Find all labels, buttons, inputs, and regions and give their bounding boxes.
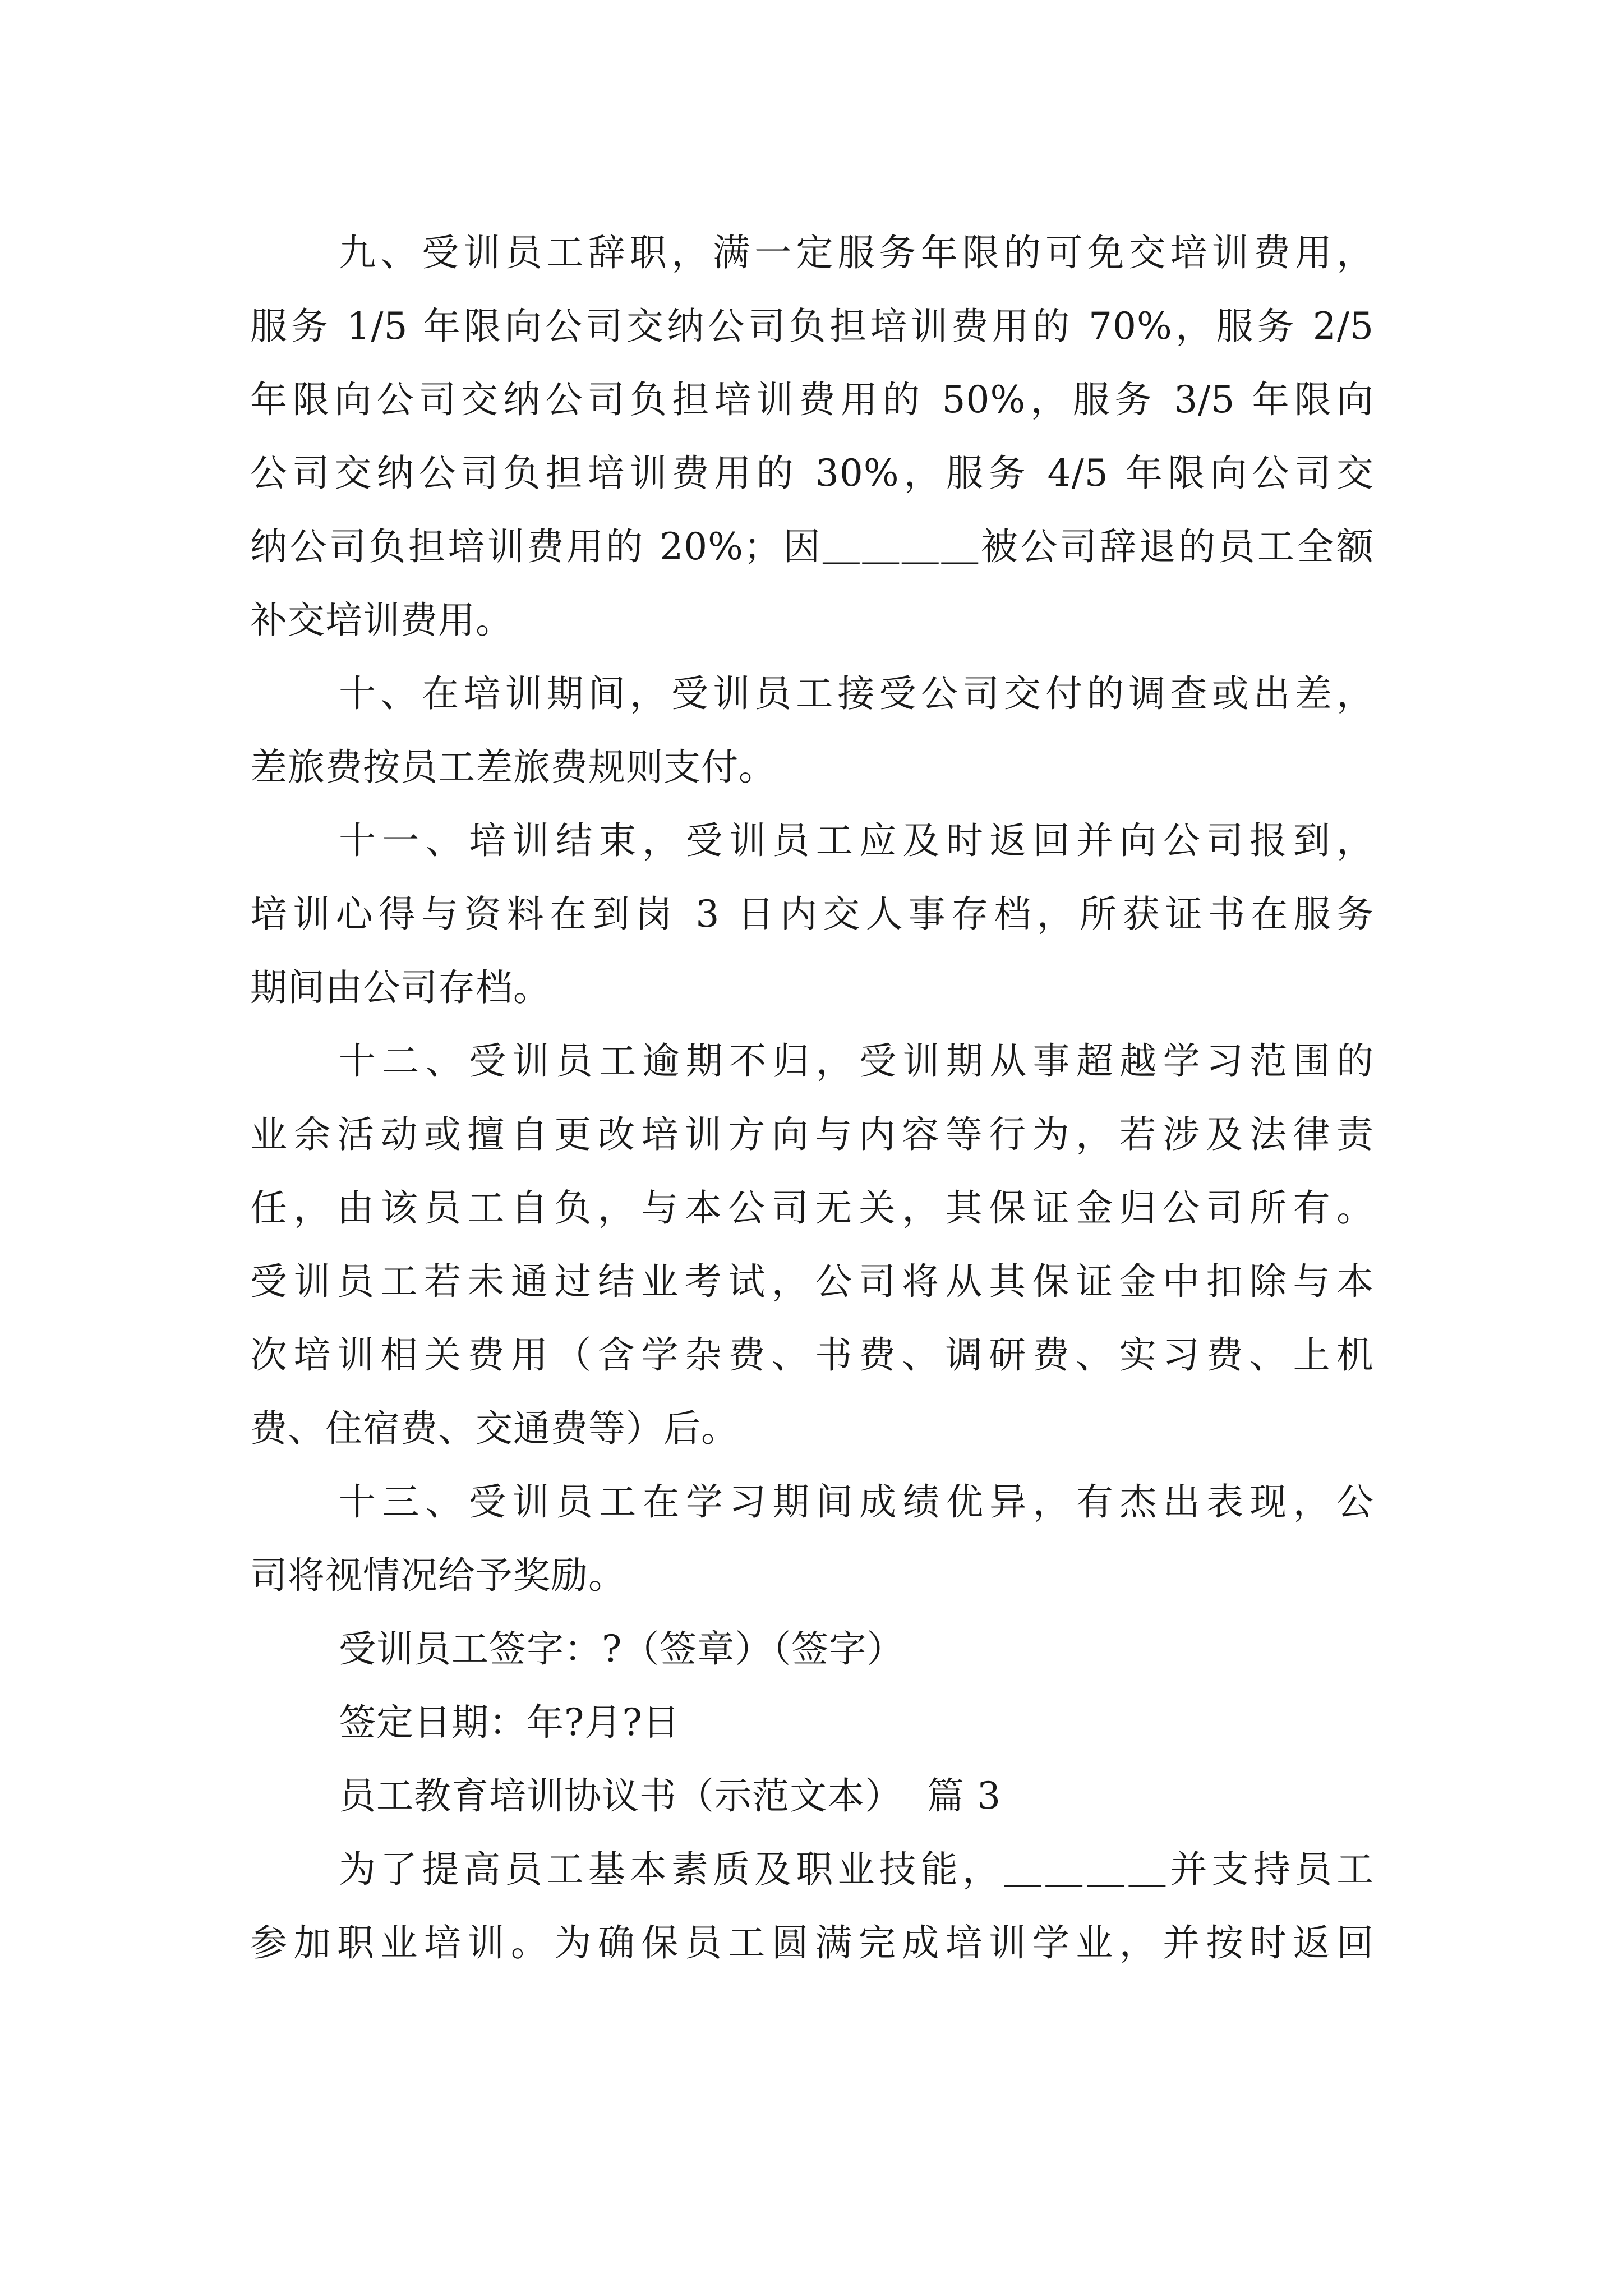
text-line: 十三、受训员工在学习期间成绩优异，有杰出表现，公 xyxy=(339,1480,1374,1524)
clause-9-paragraph xyxy=(250,216,1374,657)
clause-12-paragraph xyxy=(250,1024,1374,1465)
text-line: 司将视情况给予奖励。 xyxy=(250,1554,626,1597)
text-line: 费、住宿费、交通费等）后。 xyxy=(250,1407,739,1450)
signature-line xyxy=(250,1612,1374,1686)
text-line: 受训员工签字：?（签章）（签字） xyxy=(339,1627,905,1671)
text-line: 培训心得与资料在到岗 3 日内交人事存档，所获证书在服务 xyxy=(250,892,1374,936)
text-line: 期间由公司存档。 xyxy=(250,966,551,1009)
text-line: 十二、受训员工逾期不归，受训期从事超越学习范围的 xyxy=(339,1039,1374,1083)
text-line: 为了提高员工基本素质及职业技能，＿＿＿＿并支持员工 xyxy=(339,1848,1374,1891)
clause-11-paragraph xyxy=(250,804,1374,1024)
document-body xyxy=(250,216,1374,1980)
clause-13-paragraph xyxy=(250,1465,1374,1612)
text-line: 签定日期：年?月?日 xyxy=(339,1701,680,1744)
text-line: 九、受训员工辞职，满一定服务年限的可免交培训费用， xyxy=(339,231,1374,274)
text-line: 公司交纳公司负担培训费用的 30%，服务 4/5 年限向公司交 xyxy=(250,452,1374,495)
text-line: 纳公司负担培训费用的 20%；因＿＿＿＿被公司辞退的员工全额 xyxy=(250,525,1374,568)
text-line: 任，由该员工自负，与本公司无关，其保证金归公司所有。 xyxy=(250,1186,1374,1230)
text-line: 参加职业培训。为确保员工圆满完成培训学业，并按时返回 xyxy=(250,1921,1374,1964)
text-line: 年限向公司交纳公司负担培训费用的 50%，服务 3/5 年限向 xyxy=(250,378,1374,421)
text-line: 十、在培训期间，受训员工接受公司交付的调查或出差， xyxy=(339,672,1374,715)
sign-date-line xyxy=(250,1686,1374,1759)
text-line: 员工教育培训协议书（示范文本） 篇 3 xyxy=(339,1774,1001,1818)
text-line: 业余活动或擅自更改培训方向与内容等行为，若涉及法律责 xyxy=(250,1113,1374,1156)
clause-10-paragraph xyxy=(250,657,1374,804)
text-line: 补交培训费用。 xyxy=(250,599,513,642)
text-line: 十一、培训结束，受训员工应及时返回并向公司报到， xyxy=(339,819,1374,862)
section-title xyxy=(250,1759,1374,1833)
text-line: 受训员工若未通过结业考试，公司将从其保证金中扣除与本 xyxy=(250,1260,1374,1303)
intro-paragraph xyxy=(250,1833,1374,1980)
text-line: 差旅费按员工差旅费规则支付。 xyxy=(250,746,776,789)
text-line: 次培训相关费用（含学杂费、书费、调研费、实习费、上机 xyxy=(250,1333,1374,1377)
text-line: 服务 1/5 年限向公司交纳公司负担培训费用的 70%，服务 2/5 xyxy=(250,305,1374,348)
